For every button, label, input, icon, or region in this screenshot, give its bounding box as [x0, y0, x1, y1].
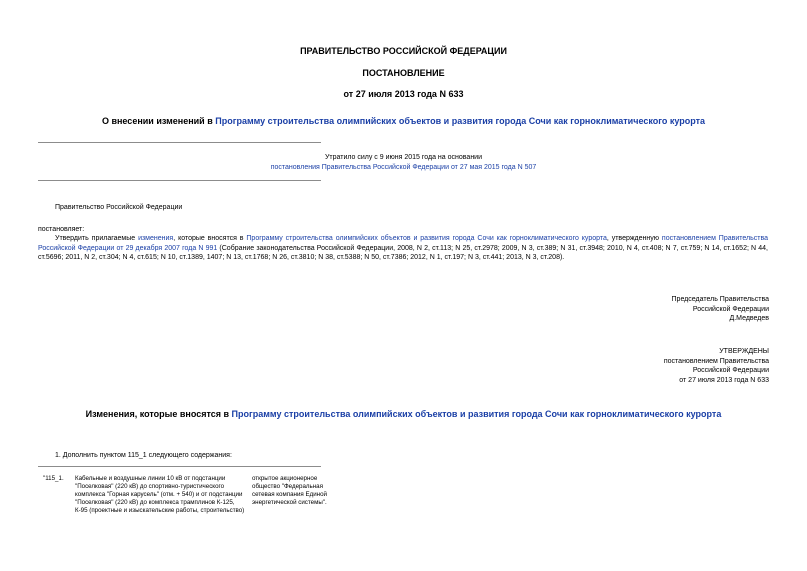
doc-type: ПОСТАНОВЛЕНИЕ — [362, 68, 445, 78]
divider-top — [38, 142, 321, 143]
decree-991-link[interactable]: постановлением Правительства Российской Федерации от 29 декабря 2007 года N 991 — [38, 235, 768, 252]
p1-text: Утвердить прилагаемые — [55, 235, 139, 242]
doc-title-prefix: О внесении изменений в — [101, 116, 216, 126]
signature-block — [672, 295, 769, 324]
repeal-notice — [0, 153, 807, 172]
approved-org: Российской Федерации — [692, 367, 769, 375]
approved-label: УТВЕРЖДЕНЫ — [719, 348, 769, 355]
resolves-text: постановляет: — [38, 226, 85, 233]
item-1: 1. Дополнить пунктом 115_1 следующего содержания: — [55, 452, 232, 459]
changes-link[interactable]: изменения — [138, 235, 174, 242]
p4-text: (Собрание законодательства Российской Федерации, 2008, N 2, ст.113; N 25, ст.2978; 2009, N 3, ст.389; N 31, ст.3948; 2010, N 4, ст.408; N 7, ст.759; N 14, ст.1652; N 44, ст.5696; 2011, N 2, ст.304; N 4, ст.615; N 10, ст.1389, 1407; N 13, ст.1768; N 26, ст.3810; N 38, ст.5388; N 50, ст.7386; 2012, N 1, ст.197; N 3, ст.441; 2013, N 3, ст.208). — [38, 244, 768, 262]
approved-block — [664, 347, 769, 385]
p2-text: , которые вносятся в — [173, 235, 247, 242]
approved-by: постановлением Правительства — [663, 357, 769, 365]
table-cell-customer: открытое акционерное общество "Федеральная сетевая компания Единой энергетической системы". — [252, 475, 327, 506]
changes-title — [0, 409, 807, 419]
intro-text: Правительство Российской Федерации — [55, 204, 183, 211]
resolution-paragraph — [38, 234, 768, 263]
signature-title: Председатель Правительства — [671, 296, 769, 303]
table-rule — [38, 466, 321, 467]
divider-bottom — [38, 180, 321, 181]
signature-org: Российской Федерации — [692, 305, 769, 313]
doc-date: от 27 июля 2013 года N 633 — [343, 89, 464, 99]
approved-date: от 27 июля 2013 года N 633 — [679, 376, 769, 384]
program-link-3[interactable]: Программу строительства олимпийских объектов и развития города Сочи как горноклиматического курорта — [231, 409, 722, 419]
program-link-2[interactable]: Программу строительства олимпийских объектов и развития города Сочи как горноклиматического курорта — [246, 235, 607, 242]
table-cell-object: Кабельные и воздушные линии 10 кВ от подстанции "Поселковая" (220 кВ) до спортивно-туристического комплекса "Горная карусель" (отм. + 540) и от подстанции "Поселковая" (220 кВ) до комплекса трамплинов К-125, К-95 (проектные и изыскательские работы, строительство) — [75, 475, 245, 514]
p3-text: , утвержденную — [606, 235, 662, 242]
table-row-number: "115_1. — [43, 475, 64, 482]
changes-title-prefix: Изменения, которые вносятся в — [85, 409, 232, 419]
gov-heading: ПРАВИТЕЛЬСТВО РОССИЙСКОЙ ФЕДЕРАЦИИ — [300, 46, 507, 56]
repeal-link[interactable]: постановления Правительства Российской Федерации от 27 мая 2015 года N 507 — [270, 163, 537, 171]
doc-title — [0, 116, 807, 126]
program-link[interactable]: Программу строительства олимпийских объектов и развития города Сочи как горноклиматического курорта — [215, 116, 706, 126]
signature-name: Д.Медведев — [729, 315, 769, 323]
repeal-notice-text: Утратило силу с 9 июня 2015 года на основании — [324, 154, 483, 161]
